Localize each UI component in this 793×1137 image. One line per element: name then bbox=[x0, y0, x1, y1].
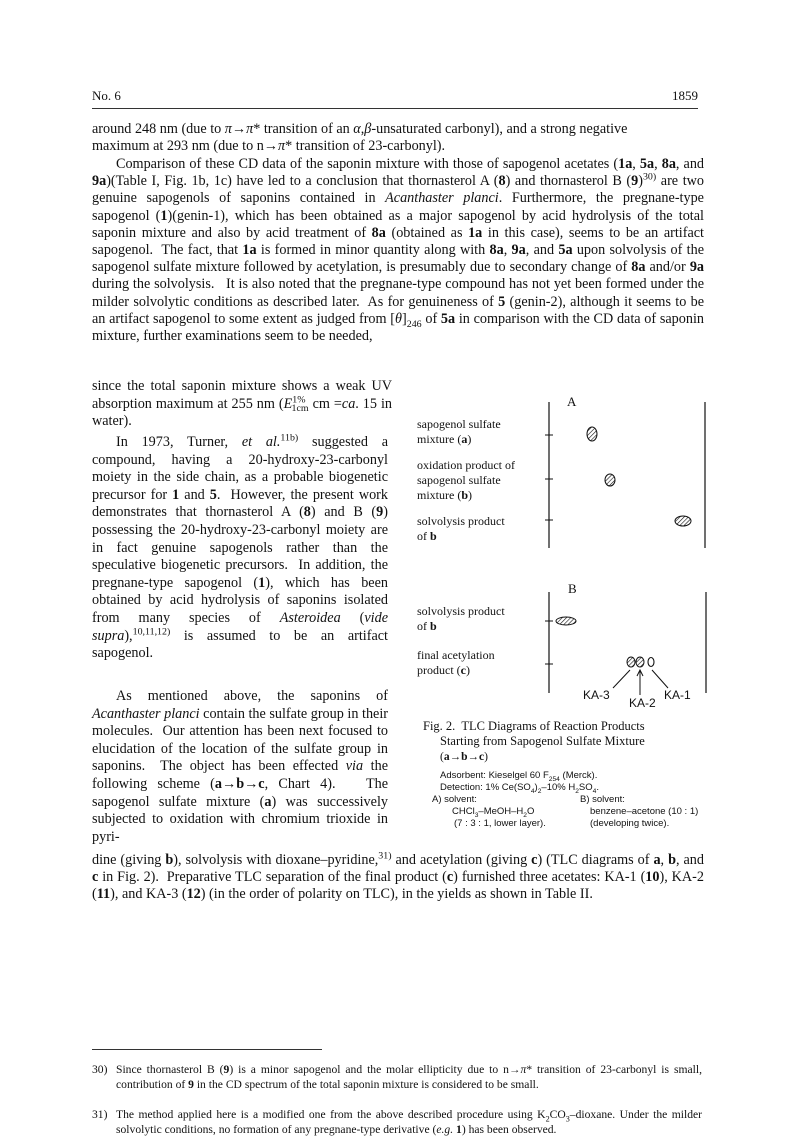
page-number: 1859 bbox=[672, 88, 698, 103]
spot-ka3 bbox=[627, 657, 635, 667]
label-ka2: KA-2 bbox=[629, 696, 656, 710]
spot-a3 bbox=[675, 516, 691, 526]
panel-a-label: A bbox=[567, 394, 577, 409]
panel-b-label: B bbox=[568, 581, 577, 596]
lane-a2-label: oxidation product of sapogenol sulfate mixture (b) bbox=[417, 458, 515, 502]
spot-ka1 bbox=[648, 658, 654, 667]
issue-number: No. 6 bbox=[92, 88, 121, 103]
caption-solvent-a-ratio: (7 : 3 : 1, lower layer). bbox=[454, 818, 546, 829]
caption-solvent-a: $CHCl_3-MeOH-H_2O$ bbox=[452, 806, 535, 819]
leader-ka3 bbox=[613, 670, 630, 688]
footnote-text: The method applied here is a modified one from the above described procedure using $K_2CO_3$–dioxane. Under the milder solvolytic conditions, no formation of any pregnane-type derivative (e.g. 1) has been observed. bbox=[116, 1108, 702, 1136]
footnote-31: 31) The method applied here is a modified one from the above described procedure using $K_2CO_3$–dioxane. Under the milder solvolytic conditions, no formation of any pregnane-type derivative (e.g. 1) has been observed. bbox=[92, 1108, 702, 1136]
figure-caption: Fig. 2. TLC Diagrams of Reaction Products Starting from Sapogenol Sulfate Mixture (a→b→c) bbox=[423, 719, 645, 763]
leader-ka1 bbox=[652, 670, 668, 688]
lane-b1-label: solvolysis product of b bbox=[417, 604, 505, 633]
footnote-rule bbox=[92, 1049, 322, 1050]
paragraph-turner: In 1973, Turner, et al.$^{11b)}$ suggested a compound, having a 20-hydroxy-23-carbonyl moiety in the side chain, as a probable biogenetic precursor for 1 and 5. However, the present work demonstrates that thornasterol A (8) and B (9) possessing the 20-hydroxy-23-carbonyl moiety are in fact genuine sapogenols rather than the speculative biogenetic precursors. In addition, the pregnane-type sapogenol (1), which has been obtained by acid hydrolysis of saponins isolated from many species of Asteroidea (vide supra),$^{10,11,12)}$ is assumed to be an artifact sapogenol. bbox=[92, 432, 388, 662]
paragraph-line: around 248 nm (due to π→π* transition of an α,β-unsaturated carbonyl), and a strong negative bbox=[92, 121, 628, 137]
paragraph-acetates: dine (giving b), solvolysis with dioxane–pyridine,$^{31)}$ and acetylation (giving c) (TLC diagrams of a, b, and c in Fig. 2). Preparative TLC separation of the final product (c) furnished three acetates: KA-1 (10), KA-2 (11), and KA-3 (12) (in the order of polarity on TLC), in the yields as shown in Table II. bbox=[92, 850, 704, 903]
lane-b2-label: final acetylation product (c) bbox=[417, 648, 495, 677]
spot-ka2 bbox=[636, 657, 644, 667]
lane-a3-label: solvolysis product of b bbox=[417, 514, 505, 543]
footnote-text: Since thornasterol B (9) is a minor sapogenol and the molar ellipticity due to n→π* transition of 23-carbonyl is small, contribution of 9 in the CD spectrum of the total saponin mixture is considered to be small. bbox=[116, 1063, 702, 1091]
caption-solvent-b: benzene–acetone (10 : 1) bbox=[590, 806, 699, 817]
label-ka3: KA-3 bbox=[583, 688, 610, 702]
footnote-30: 30) Since thornasterol B (9) is a minor sapogenol and the molar ellipticity due to n→π* transition of 23-carbonyl is small, contribution of 9 in the CD spectrum of the total saponin mixture is considered to be small. bbox=[92, 1063, 702, 1091]
paragraph-line: maximum at 293 nm (due to n→π* transition of 23-carbonyl). bbox=[92, 138, 446, 155]
paragraph-uv: since the total saponin mixture shows a weak UV absorption maximum at 255 nm ($E^{1\%}_{1cm}$ cm =ca. 15 in water). bbox=[92, 378, 392, 430]
spot-b1 bbox=[556, 617, 576, 625]
spot-a2 bbox=[605, 474, 615, 486]
caption-detection: Detection: 1% $Ce(SO_4)_2-10\%$ $H_2SO_4$. bbox=[440, 782, 599, 795]
caption-solvent-b-note: (developing twice). bbox=[590, 818, 670, 829]
lane-a1-label: sapogenol sulfate mixture (a) bbox=[417, 417, 501, 446]
caption-adsorbent: Adsorbent: Kieselgel 60 $F_{254}$ (Merck). bbox=[440, 770, 598, 783]
label-ka1: KA-1 bbox=[664, 688, 691, 702]
paragraph-sulfate: As mentioned above, the saponins of Acanthaster planci contain the sulfate group in their molecules. Our attention has been next focused to elucidation of the location of the sulfate group in saponins. The object has been effected via the following scheme (a→b→c, Chart 4). The sapogenol sulfate mixture (a) was successively subjected to oxidation with chromium trioxide in pyri- bbox=[92, 688, 389, 845]
spot-a1 bbox=[587, 427, 597, 441]
caption-solvent-b-label: B) solvent: bbox=[580, 794, 625, 805]
paragraph-cd-comparison: Comparison of these CD data of the saponin mixture with those of sapogenol acetates (1a, 5a, 8a, and 9a)(Table I, Fig. 1b, 1c) have led to a conclusion that thornasterol A (8) and thornasterol B $(9)^{30)}$ are two genuine sapogenols of saponins contained in Acanthaster planci. Furthermore, the pregnane-type sapogenol (1)(genin-1), which has been obtained as a major sapogenol by acid hydrolysis of the total saponin mixture and also by acid treatment of 8a (obtained as 1a in this case), seems to be an artifact sapogenol. The fact, that 1a is formed in minor quantity along with 8a, 9a, and 5a upon solvolysis of the sapogenol sulfate mixture followed by acetylation, is presumably due to secondary change of 8a and/or 9a during the solvolysis. It is also noted that the pregnane-type compound has not yet been formed under the milder solvolytic conditions as described later. As for genuineness of 5 (genin-2), although it seems to be an artifact sapogenol to some extent as judged from $[\theta]_{246}$ of 5a in comparison with the CD data of saponin mixture, further examinations seem to be needed, bbox=[92, 156, 705, 345]
caption-solvent-a-label: A) solvent: bbox=[432, 794, 477, 805]
